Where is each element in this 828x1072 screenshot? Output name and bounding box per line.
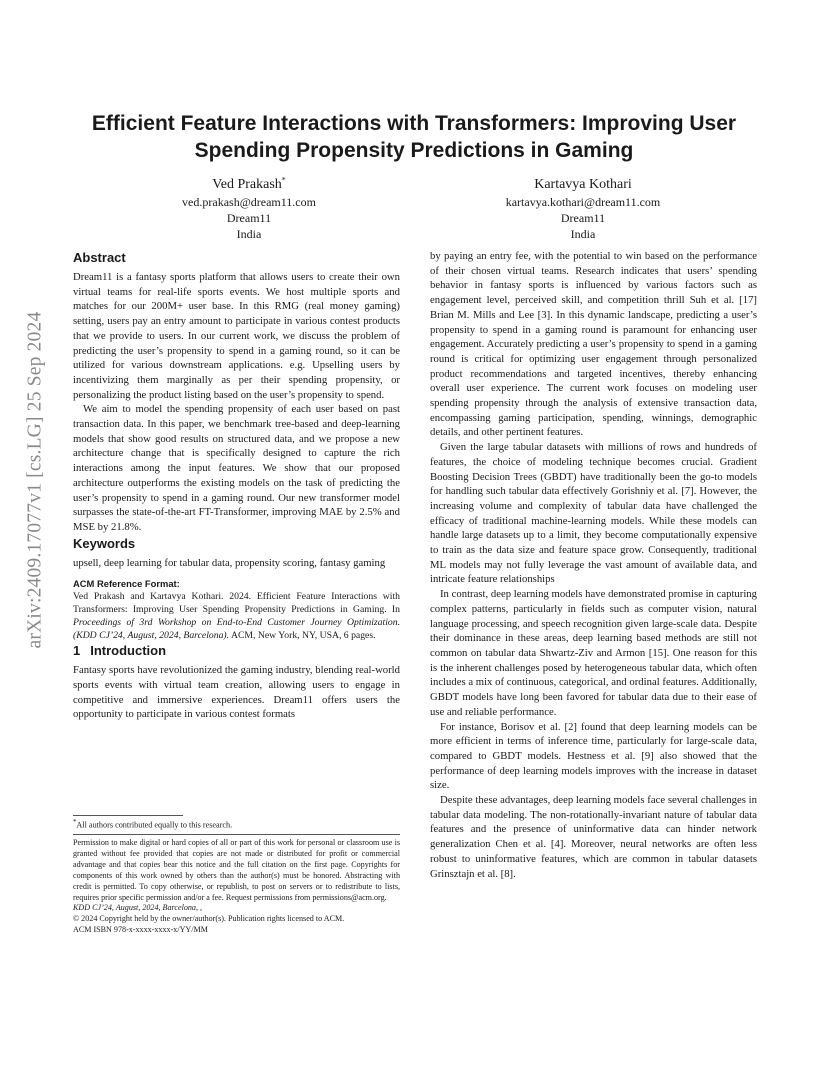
keywords-heading: Keywords [73, 535, 136, 551]
introduction-paragraph-6: Despite these advantages, deep learning models face several challenges in tabular data modeling. The non-rotationally-invariant nature of tabular data features and the presence of uninformative data can hinder network generalization Chen et al. [4]. Moreover, neural networks are often less robust to uninformative features, which are common in tabular datasets Grinsztajn et al. [8]. [430, 794, 757, 880]
author-name: Kartavya Kothari [534, 177, 632, 192]
permission-text: Permission to make digital or hard copies of all or part of this work for personal or classroom use is granted without fee provided that copies are not made or distributed for profit or commercial advantage and that copies bear this notice and the full citation on the first page. Copyrights for components of this work owned by others than the author(s) must be honored. Abstracting with credit is permitted. To copy otherwise, or republish, to post on servers or to redistribute to lists, requires prior specific permission and/or a fee. Request permissions from permissions@acm.org. [73, 838, 400, 902]
introduction-heading [73, 642, 400, 659]
paper-title-line-1: Efficient Feature Interactions with Transformers: Improving User [91, 112, 737, 135]
author-name-line [129, 176, 369, 194]
abstract-paragraph-2: We aim to model the spending propensity of each user based on past transaction data. In this paper, we benchmark tree-based and deep-learning models that show good results on structured data, and we propose a new architecture change that is specifically designed to capture the rich interactions among the input features. We show that our proposed architecture outperforms the existing models on the task of predicting the user’s propensity to spend in a gaming round. Our new transformer model surpasses the state-of-the-art FT-Transformer, improving MAE by 2.5% and MSE by 21.8%. [73, 403, 400, 533]
author-block-1 [129, 176, 369, 242]
acm-reference-text: Ved Prakash and Kartavya Kothari. 2024. Efficient Feature Interactions with Transformers: Improving User Spending Propensity Predictions in Gaming. In [73, 591, 400, 615]
conference-line: KDD CJ’24, August, 2024, Barcelona, , [73, 903, 203, 913]
footnote-mark: * [73, 819, 77, 826]
introduction-paragraph-4: In contrast, deep learning models have demonstrated promise in capturing complex patterns, particularly in fields such as computer vision, natural language processing, and speech recognition given large-scale data. Despite their dominance in these areas, deep learning based methods are still not common on tabular data Shwartz-Ziv and Armon [15]. One reason for this is the inherent challenges posed by heterogeneous tabular data, which often includes a mix of continuous, categorical, and ordinal features. Additionally, GBDT models have long been favored for tabular data due to their ease of use and reliable performance. [430, 588, 757, 718]
author-name-line [463, 176, 703, 194]
section-number: 1 [73, 643, 81, 659]
author-footnote-mark: * [281, 175, 286, 185]
author-email: ved.prakash@dream11.com [182, 195, 316, 209]
abstract-paragraph-1: Dream11 is a fantasy sports platform that allows users to create their own virtual teams for real-life sports events. We host multiple sports and matches for our 200M+ user base. In this RMG (real money gaming) setting, users pay an entry amount to participate in various contest products that we provide to users. In our current work, we discuss the problem of predicting the user’s propensity to spend in a gaming round, so it can be utilized for various downstream applications. e.g. Upselling users by incentivizing them marginally as per their spending propensity, or personalizing the product listing based on the user’s propensity to spend. [73, 271, 400, 401]
copyright-line: © 2024 Copyright held by the owner/author(s). Publication rights licensed to ACM. [73, 914, 345, 924]
paper-title [60, 110, 768, 164]
acm-reference-label: ACM Reference Format: [73, 578, 180, 590]
permission-divider [73, 834, 400, 835]
acm-reference [73, 578, 400, 642]
author-footnote [73, 817, 400, 831]
author-affiliation: Dream11 [560, 211, 606, 225]
author-country: India [570, 227, 596, 241]
abstract-heading: Abstract [73, 250, 126, 265]
acm-reference-publisher: ACM, New York, NY, USA, 6 pages. [229, 629, 376, 641]
author-country: India [236, 227, 262, 241]
acm-reference-venue: Proceedings of 3rd Workshop on End-to-End Customer Journey Optimization. (KDD CJ’24, August, 2024, Barcelona). [73, 616, 400, 641]
author-block-2 [463, 176, 703, 242]
footnote-divider [73, 815, 183, 816]
arxiv-stamp [24, 290, 46, 670]
author-affiliation: Dream11 [226, 211, 272, 225]
section-title: Introduction [90, 643, 167, 659]
keywords-text: upsell, deep learning for tabular data, propensity scoring, fantasy gaming [73, 556, 386, 569]
right-column [430, 249, 757, 881]
introduction-paragraph-3: Given the large tabular datasets with millions of rows and hundreds of features, the choice of modeling technique becomes crucial. Gradient Boosting Decision Trees (GBDT) have traditionally been the go-to models for handling such tabular data effectively Gorishniy et al. [7]. However, the increasing volume and complexity of tabular data have challenged the efficacy of traditional machine-learning models. While these models can handle large datasets up to a limit, they become computationally expensive to train as the data size and feature space grow. Consequently, traditional ML models may not fully leverage the vast amount of available data, and intricate feature relationships [430, 441, 757, 586]
author-email: kartavya.kothari@dream11.com [505, 195, 661, 209]
isbn-line: ACM ISBN 978-x-xxxx-xxxx-x/YY/MM [73, 925, 208, 935]
permission-block [73, 838, 400, 936]
footnote-text: All authors contributed equally to this research. [76, 820, 233, 830]
introduction-paragraph-2: by paying an entry fee, with the potential to win based on the performance of their chosen virtual teams. Research indicates that users’ spending behavior in fantasy sports is influenced by various factors such as engagement level, perceived skill, and competition thrill Suh et al. [17] Brian M. Mills and Lee [3]. In this dynamic landscape, predicting a user’s propensity to spend in a gaming round is paramount for enhancing user engagement. Accurately predicting a user’s propensity to spend in a gaming round is critical for optimizing user engagement through personalized product recommendations and targeted incentives, thereby enhancing overall user experience. The current work focuses on modeling user spending propensity through the analysis of extensive transaction data, encompassing gaming participation, spending, winnings, demographic details, and other pertinent features. [430, 250, 757, 439]
left-column [73, 249, 400, 722]
introduction-paragraph-5: For instance, Borisov et al. [2] found that deep learning models can be more efficient in terms of inference time, particularly for large-scale data, compared to GBDT models. Hestness et al. [9] also showed that the performance of deep learning models improves with the increase in dataset size. [430, 720, 757, 792]
author-name: Ved Prakash [212, 177, 282, 192]
arxiv-stamp-text: arXiv:2409.17077v1 [cs.LG] 25 Sep 2024 [24, 311, 45, 649]
paper-title-line-2: Spending Propensity Predictions in Gaming [194, 139, 634, 162]
introduction-paragraph-1: Fantasy sports have revolutionized the gaming industry, blending real-world sports events with virtual team creation, allowing users to engage in competitive and immersive experiences. Dream11 offers users the opportunity to participate in various contest formats [73, 664, 400, 721]
